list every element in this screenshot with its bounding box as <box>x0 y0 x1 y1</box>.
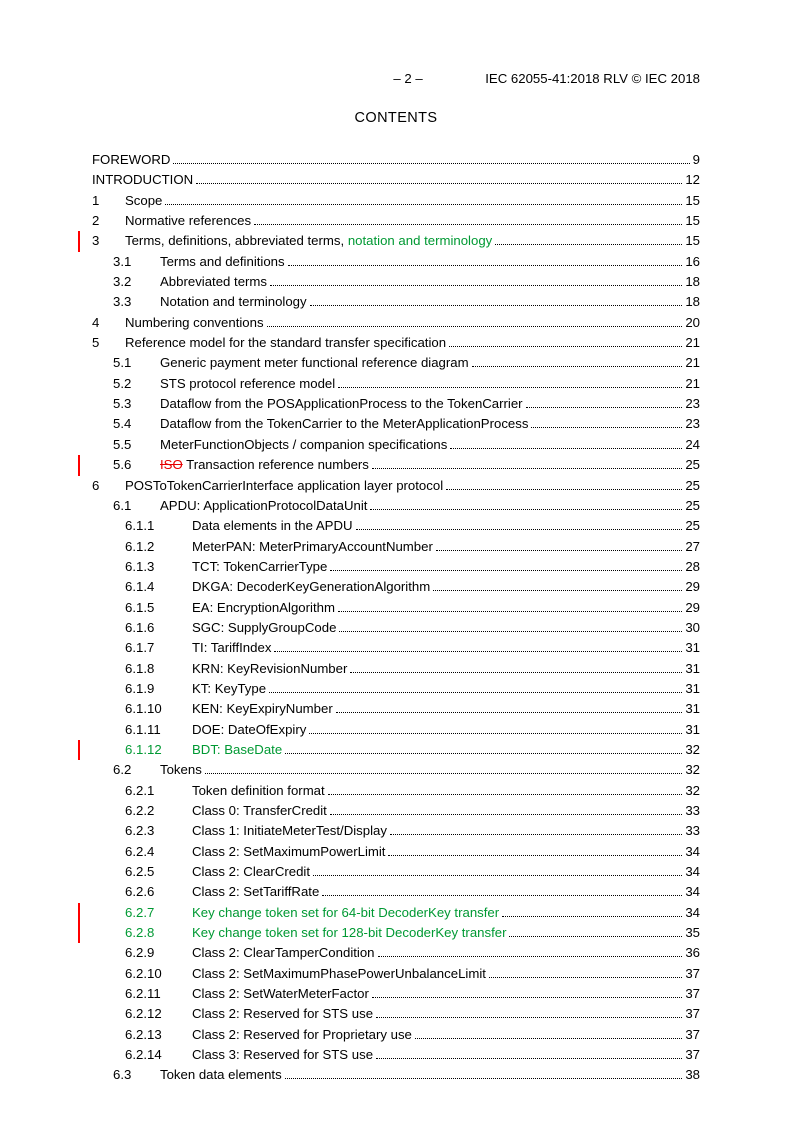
toc-entry-title <box>160 252 285 272</box>
entry-text: Abbreviated terms <box>160 274 268 290</box>
toc-entry-number: 6.2.3 <box>125 823 155 839</box>
toc-entry-page: 25 <box>685 457 700 473</box>
toc-entry-page: 15 <box>685 192 700 208</box>
toc-entry <box>92 455 700 475</box>
entry-text: Class 2: Reserved for Proprietary use <box>192 1026 412 1042</box>
entry-text: DOE: DateOfExpiry <box>192 721 307 737</box>
toc-entry <box>92 638 700 658</box>
entry-text: Numbering conventions <box>125 314 264 330</box>
toc-entry-title <box>192 618 336 638</box>
toc-entry-number: 6.2.12 <box>125 1006 162 1022</box>
toc-entry-number: 6.2.4 <box>125 843 155 859</box>
entry-text: Token definition format <box>192 782 325 798</box>
dot-leader <box>390 834 682 835</box>
toc-entry <box>92 882 700 902</box>
toc-entry-title <box>160 760 202 780</box>
toc-entry-page: 28 <box>685 558 700 574</box>
entry-text: DKGA: DecoderKeyGenerationAlgorithm <box>192 579 431 595</box>
toc-entry <box>92 537 700 557</box>
toc-entry-title <box>160 272 267 292</box>
toc-entry-title <box>160 496 367 516</box>
document-reference: IEC 62055-41:2018 RLV © IEC 2018 <box>485 71 700 86</box>
toc-entry-page: 15 <box>685 213 700 229</box>
toc-entry-title <box>125 211 251 231</box>
dot-leader <box>356 529 683 530</box>
entry-text: Normative references <box>125 213 252 229</box>
toc-entry-page: 38 <box>685 1067 700 1083</box>
toc-entry <box>92 435 700 455</box>
dot-leader <box>338 611 682 612</box>
toc-entry-page: 12 <box>685 172 700 188</box>
toc-entry-number: 6.1.1 <box>125 518 155 534</box>
entry-text: Reference model for the standard transfer specification <box>125 335 447 351</box>
entry-text: Class 1: InitiateMeterTest/Display <box>192 823 387 839</box>
toc-entry-number: 6.2.8 <box>125 925 155 941</box>
toc-entry-number: 3 <box>92 233 100 249</box>
toc-entry-page: 32 <box>685 782 700 798</box>
entry-text: Terms, definitions, abbreviated terms, <box>125 233 348 249</box>
toc-entry-page: 37 <box>685 1047 700 1063</box>
toc-entry <box>92 943 700 963</box>
entry-text: Class 2: ClearTamperCondition <box>192 945 375 961</box>
dot-leader <box>376 1017 682 1018</box>
toc-entry <box>92 476 700 496</box>
toc-entry-title <box>160 414 528 434</box>
entry-text: Dataflow from the POSApplicationProcess to the TokenCarrier <box>160 396 523 412</box>
toc-entry-page: 25 <box>685 518 700 534</box>
toc-entry-page: 32 <box>685 762 700 778</box>
toc-entry-title <box>125 476 443 496</box>
entry-text: Class 0: TransferCredit <box>192 803 327 818</box>
entry-text: Token data elements <box>160 1067 282 1083</box>
entry-text: INTRODUCTION <box>92 172 194 188</box>
toc-entry-number: 6.2.6 <box>125 884 155 900</box>
dot-leader <box>288 265 683 266</box>
toc-entry-title <box>92 150 170 170</box>
toc-entry-number: 6.1.2 <box>125 538 155 554</box>
toc-entry-title <box>192 984 369 1004</box>
toc-entry-title <box>192 720 306 740</box>
toc-entry-page: 29 <box>685 599 700 615</box>
toc-entry-number: 6.2.2 <box>125 803 155 818</box>
dot-leader <box>372 997 682 998</box>
toc-entry <box>92 1065 700 1085</box>
toc-entry <box>92 720 700 740</box>
toc-entry <box>92 923 700 943</box>
toc-entry-page: 31 <box>685 640 700 656</box>
dot-leader <box>254 224 682 225</box>
toc-entry <box>92 333 700 353</box>
toc-entry <box>92 801 700 821</box>
toc-entry <box>92 598 700 618</box>
toc-entry-title <box>192 903 499 923</box>
change-bar <box>78 923 80 943</box>
dot-leader <box>378 956 683 957</box>
toc-entry <box>92 374 700 394</box>
toc-entry-number: 6.2.13 <box>125 1026 162 1042</box>
toc-entry-page: 23 <box>685 416 700 432</box>
dot-leader <box>330 814 682 815</box>
toc-entry-title <box>192 516 353 536</box>
dot-leader <box>350 672 682 673</box>
toc-entry-number: 6.2.1 <box>125 782 155 798</box>
toc-entry-title <box>160 394 523 414</box>
toc-entry-page: 33 <box>685 803 700 818</box>
dot-leader <box>339 631 682 632</box>
toc-entry-title <box>125 231 492 251</box>
dot-leader <box>370 509 682 510</box>
entry-text: FOREWORD <box>92 152 171 167</box>
toc-entry-number: 6.1.3 <box>125 558 155 574</box>
dot-leader <box>433 590 682 591</box>
toc-entry-number: 5.2 <box>113 375 132 391</box>
toc-entry <box>92 313 700 333</box>
toc-entry-title <box>192 801 327 821</box>
toc-entry-page: 37 <box>685 965 700 981</box>
entry-text: Class 2: SetTariffRate <box>192 884 320 900</box>
toc-entry-page: 34 <box>685 864 700 880</box>
toc-entry-number: 6.2.7 <box>125 904 155 920</box>
dot-leader <box>267 326 683 327</box>
entry-text: Data elements in the APDU <box>192 518 353 534</box>
toc-entry-page: 31 <box>685 680 700 696</box>
toc-entry-page: 33 <box>685 823 700 839</box>
toc-entry-title <box>192 943 375 963</box>
toc-entry-number: 5 <box>92 335 100 351</box>
toc-entry-title <box>160 1065 282 1085</box>
change-bar <box>78 903 80 923</box>
page-number-marker: – 2 – <box>393 71 423 86</box>
toc-entry-page: 21 <box>685 355 700 371</box>
toc-entry-title <box>192 923 506 943</box>
dot-leader <box>328 794 683 795</box>
entry-text: MeterFunctionObjects / companion specifications <box>160 436 448 452</box>
entry-text: Notation and terminology <box>160 294 307 310</box>
inserted-text: Key change token set for 64-bit DecoderKey transfer <box>192 904 500 920</box>
toc-entry-number: 6 <box>92 477 100 493</box>
toc-entry-title <box>192 638 271 658</box>
toc-entry-page: 34 <box>685 884 700 900</box>
toc-entry-page: 29 <box>685 579 700 595</box>
toc-entry-title <box>92 170 193 190</box>
entry-text: Dataflow from the TokenCarrier to the MeterApplicationProcess <box>160 416 529 432</box>
toc-entry <box>92 211 700 231</box>
toc-entry-number: 5.1 <box>113 355 132 371</box>
dot-leader <box>196 183 682 184</box>
toc-entry-title <box>192 598 335 618</box>
dot-leader <box>270 285 682 286</box>
entry-text: Transaction reference numbers <box>182 457 369 473</box>
toc-entry-page: 20 <box>685 314 700 330</box>
inserted-text: notation and terminology <box>347 233 493 249</box>
deleted-text: ISO <box>160 457 183 473</box>
toc-entry <box>92 394 700 414</box>
toc-entry-number: 2 <box>92 213 100 229</box>
toc-entry-page: 27 <box>685 538 700 554</box>
dot-leader <box>502 916 682 917</box>
dot-leader <box>322 895 682 896</box>
dot-leader <box>269 692 682 693</box>
toc-entry-title <box>160 292 307 312</box>
entry-text: KEN: KeyExpiryNumber <box>192 701 333 717</box>
toc-entry-title <box>192 882 319 902</box>
dot-leader <box>495 244 682 245</box>
toc-entry-page: 16 <box>685 253 700 269</box>
toc-entry-title <box>160 374 335 394</box>
dot-leader <box>531 427 682 428</box>
toc-entry-page: 34 <box>685 843 700 859</box>
toc-entry <box>92 699 700 719</box>
dot-leader <box>274 651 682 652</box>
toc-entry <box>92 740 700 760</box>
toc-entry <box>92 292 700 312</box>
dot-leader <box>436 550 682 551</box>
toc-entry-page: 21 <box>685 375 700 391</box>
toc-entry-number: 3.3 <box>113 294 132 310</box>
inserted-text: Key change token set for 128-bit DecoderKey transfer <box>192 925 507 941</box>
entry-text: TI: TariffIndex <box>192 640 272 656</box>
toc-entry <box>92 414 700 434</box>
toc-entry-number: 3.2 <box>113 274 132 290</box>
entry-text: Terms and definitions <box>160 253 285 269</box>
toc-entry-title <box>192 821 387 841</box>
toc-entry <box>92 231 700 251</box>
dot-leader <box>205 773 683 774</box>
entry-text: Scope <box>125 192 163 208</box>
toc-entry <box>92 862 700 882</box>
entry-text: Generic payment meter functional reference diagram <box>160 355 469 371</box>
entry-text: Class 3: Reserved for STS use <box>192 1047 374 1063</box>
toc-entry-title <box>192 699 333 719</box>
entry-text: TCT: TokenCarrierType <box>192 558 328 574</box>
toc-entry-title <box>192 659 347 679</box>
dot-leader <box>165 204 682 205</box>
toc-entry-number: 6.1.11 <box>125 721 161 737</box>
entry-text: Tokens <box>160 762 202 778</box>
entry-text: Class 2: SetWaterMeterFactor <box>192 986 369 1002</box>
toc-entry-title <box>125 191 162 211</box>
toc-entry-page: 30 <box>685 619 700 635</box>
toc-entry-number: 6.1.10 <box>125 701 162 717</box>
toc-entry-title <box>192 740 282 760</box>
change-bar <box>78 740 80 760</box>
toc-entry-page: 36 <box>685 945 700 961</box>
toc-entry <box>92 150 700 170</box>
toc-entry-number: 5.5 <box>113 436 132 452</box>
entry-text: SGC: SupplyGroupCode <box>192 619 337 635</box>
dot-leader <box>388 855 682 856</box>
toc-entry <box>92 821 700 841</box>
toc-entry <box>92 903 700 923</box>
toc-entry <box>92 781 700 801</box>
toc-entry <box>92 659 700 679</box>
dot-leader <box>285 753 682 754</box>
dot-leader <box>509 936 682 937</box>
toc-entry-title <box>192 537 433 557</box>
toc-entry-page: 23 <box>685 396 700 412</box>
page-header <box>92 71 700 88</box>
toc-entry-page: 21 <box>685 335 700 351</box>
toc-entry-number: 6.1 <box>113 497 132 513</box>
toc-entry <box>92 964 700 984</box>
toc-entry-title <box>192 964 486 984</box>
toc-entry-number: 6.1.5 <box>125 599 155 615</box>
toc-entry-title <box>192 781 325 801</box>
toc-entry <box>92 984 700 1004</box>
toc-entry-page: 31 <box>685 701 700 717</box>
dot-leader <box>313 875 682 876</box>
dot-leader <box>173 163 689 164</box>
toc-entry <box>92 516 700 536</box>
toc-entry-page: 31 <box>685 660 700 676</box>
dot-leader <box>489 977 682 978</box>
toc-entry-number: 6.1.6 <box>125 619 155 635</box>
toc-entry-page: 25 <box>685 497 700 513</box>
toc-entry-page: 18 <box>685 294 700 310</box>
toc-entry-title <box>192 1025 412 1045</box>
entry-text: KRN: KeyRevisionNumber <box>192 660 348 676</box>
toc-entry-page: 37 <box>685 986 700 1002</box>
toc-entry-title <box>192 577 430 597</box>
entry-text: KT: KeyType <box>192 680 267 696</box>
toc-entry-title <box>192 1045 373 1065</box>
toc-entry-number: 5.6 <box>113 457 132 473</box>
toc-entry-number: 6.1.9 <box>125 680 155 696</box>
toc-entry-number: 1 <box>92 192 100 208</box>
entry-text: EA: EncryptionAlgorithm <box>192 599 335 615</box>
toc-entry-number: 6.1.7 <box>125 640 155 656</box>
toc-entry-number: 6.1.4 <box>125 579 155 595</box>
toc-entry-page: 9 <box>692 152 700 167</box>
toc-entry-title <box>160 455 369 475</box>
toc-entry-number: 6.1.8 <box>125 660 155 676</box>
toc-entry <box>92 353 700 373</box>
toc-entry-number: 3.1 <box>113 253 132 269</box>
toc-entry-page: 24 <box>685 436 700 452</box>
toc-entry <box>92 842 700 862</box>
change-bar <box>78 455 80 475</box>
toc-entry-page: 32 <box>685 741 700 757</box>
toc-entry <box>92 618 700 638</box>
toc-entry-number: 6.1.12 <box>125 741 162 757</box>
dot-leader <box>285 1078 683 1079</box>
toc-entry <box>92 252 700 272</box>
toc-entry-title <box>125 313 264 333</box>
toc-entry <box>92 1045 700 1065</box>
toc-list <box>92 150 700 1086</box>
toc-entry-page: 18 <box>685 274 700 290</box>
toc-entry-number: 6.3 <box>113 1067 132 1083</box>
toc-entry-number: 6.2.9 <box>125 945 155 961</box>
toc-entry <box>92 1004 700 1024</box>
toc-entry-number: 6.2.11 <box>125 986 161 1002</box>
toc-entry-page: 25 <box>685 477 700 493</box>
dot-leader <box>526 407 683 408</box>
dot-leader <box>472 366 683 367</box>
dot-leader <box>309 733 682 734</box>
toc-entry-number: 5.3 <box>113 396 132 412</box>
toc-entry <box>92 760 700 780</box>
toc-entry <box>92 557 700 577</box>
toc-entry <box>92 191 700 211</box>
entry-text: Class 2: SetMaximumPowerLimit <box>192 843 386 859</box>
dot-leader <box>376 1058 682 1059</box>
entry-text: APDU: ApplicationProtocolDataUnit <box>160 497 368 513</box>
toc-entry-title <box>192 1004 373 1024</box>
dot-leader <box>372 468 682 469</box>
toc-entry-number: 4 <box>92 314 100 330</box>
toc-entry-page: 37 <box>685 1026 700 1042</box>
toc-entry-title <box>125 333 446 353</box>
dot-leader <box>310 305 683 306</box>
contents-title: CONTENTS <box>354 110 438 126</box>
toc-entry-number: 6.2.10 <box>125 965 162 981</box>
toc-entry-page: 31 <box>685 721 700 737</box>
toc-entry-number: 6.2 <box>113 762 132 778</box>
dot-leader <box>450 448 682 449</box>
dot-leader <box>330 570 682 571</box>
entry-text: POSToTokenCarrierInterface application layer protocol <box>125 477 444 493</box>
toc-entry <box>92 496 700 516</box>
toc-entry-page: 37 <box>685 1006 700 1022</box>
dot-leader <box>415 1038 682 1039</box>
toc-entry <box>92 679 700 699</box>
toc-entry <box>92 1025 700 1045</box>
entry-text: Class 2: Reserved for STS use <box>192 1006 374 1022</box>
toc-entry <box>92 170 700 190</box>
toc-entry-title <box>192 679 266 699</box>
entry-text: Class 2: SetMaximumPhasePowerUnbalanceLimit <box>192 965 486 981</box>
toc-entry-title <box>192 557 327 577</box>
toc-entry-title <box>160 353 469 373</box>
dot-leader <box>449 346 682 347</box>
dot-leader <box>338 387 682 388</box>
toc-entry-number: 6.2.14 <box>125 1047 162 1063</box>
change-bar <box>78 231 80 251</box>
toc-entry-page: 35 <box>685 925 700 941</box>
dot-leader <box>446 489 682 490</box>
toc-entry-number: 5.4 <box>113 416 132 432</box>
dot-leader <box>336 712 683 713</box>
toc-entry-title <box>192 862 310 882</box>
toc-entry-title <box>160 435 447 455</box>
entry-text: STS protocol reference model <box>160 375 336 391</box>
inserted-text: BDT: BaseDate <box>192 741 283 757</box>
toc-entry-number: 6.2.5 <box>125 864 155 880</box>
toc-entry-title <box>192 842 385 862</box>
entry-text: MeterPAN: MeterPrimaryAccountNumber <box>192 538 433 554</box>
entry-text: Class 2: ClearCredit <box>192 864 310 880</box>
toc-entry <box>92 577 700 597</box>
toc-entry <box>92 272 700 292</box>
toc-entry-page: 15 <box>685 233 700 249</box>
toc-entry-page: 34 <box>685 904 700 920</box>
